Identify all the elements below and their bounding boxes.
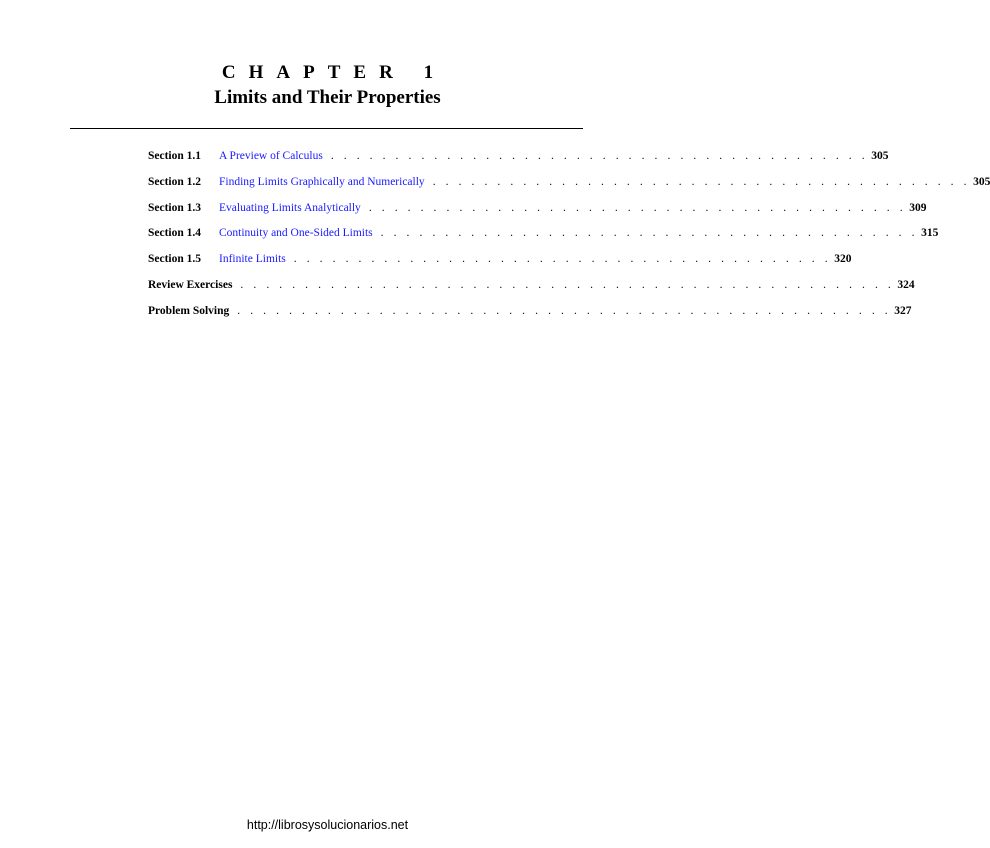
toc-entry-section-1-4	[148, 227, 939, 253]
toc-section-label: Section 1.1	[148, 150, 202, 162]
toc-section-label: Section 1.4	[148, 227, 202, 240]
footer-url: http://librosysolucionarios.net	[246, 818, 409, 832]
toc-page-number: 305	[973, 175, 990, 188]
toc-section-label: Section 1.2	[148, 175, 202, 188]
toc-link-section-1-5[interactable]: Infinite Limits	[219, 253, 286, 266]
toc-extra-label: Review Exercises	[148, 278, 233, 291]
toc-dot-leader: . . . . . . . . . . . . . . . . . . . . . . . . . . . . . . . . . . . . . . . . . .	[380, 227, 919, 240]
toc-dot-leader: . . . . . . . . . . . . . . . . . . . . . . . . . . . . . . . . . . . . . . . . . . . . . . . . . . .	[240, 278, 895, 291]
toc-entry-section-1-3	[148, 201, 927, 228]
toc-entry-problem-solving	[148, 304, 912, 331]
toc-entry-section-1-2	[148, 175, 990, 202]
toc-dot-leader: . . . . . . . . . . . . . . . . . . . . . . . . . . . . . . . . . . . . . . . . . .	[330, 150, 869, 162]
toc-dot-leader: . . . . . . . . . . . . . . . . . . . . . . . . . . . . . . . . . . . . . . . . . .	[432, 175, 971, 188]
toc-page-number: 324	[897, 278, 915, 291]
toc-link-section-1-1[interactable]: A Preview of Calculus	[219, 150, 323, 162]
toc-dot-leader: . . . . . . . . . . . . . . . . . . . . . . . . . . . . . . . . . . . . . . . . . . . . . . . . . . .	[237, 304, 892, 317]
toc-page-number: 320	[834, 253, 852, 266]
toc-page-number: 305	[871, 150, 889, 162]
toc-page-number: 309	[909, 201, 927, 214]
chapter-label: CHAPTER 1	[221, 62, 447, 83]
toc-link-section-1-2[interactable]: Finding Limits Graphically and Numerically	[219, 175, 425, 188]
toc-page-number: 327	[894, 304, 912, 317]
toc-entry-section-1-1	[148, 150, 889, 176]
toc-link-section-1-3[interactable]: Evaluating Limits Analytically	[219, 201, 361, 214]
toc-section-label: Section 1.5	[148, 253, 202, 266]
toc-page-number: 315	[921, 227, 939, 240]
toc-entry-review-exercises	[148, 278, 915, 305]
chapter-title: Limits and Their Properties	[214, 87, 441, 108]
table-of-contents	[148, 150, 990, 331]
toc-dot-leader: . . . . . . . . . . . . . . . . . . . . . . . . . . . . . . . . . . . . . . . . . .	[368, 201, 907, 214]
toc-entry-section-1-5	[148, 253, 852, 279]
toc-section-label: Section 1.3	[148, 201, 202, 214]
toc-extra-label: Problem Solving	[148, 304, 230, 317]
toc-dot-leader: . . . . . . . . . . . . . . . . . . . . . . . . . . . . . . . . . . . . . . . . . .	[293, 253, 832, 266]
title-divider	[70, 128, 583, 129]
toc-link-section-1-4[interactable]: Continuity and One-Sided Limits	[219, 227, 373, 240]
